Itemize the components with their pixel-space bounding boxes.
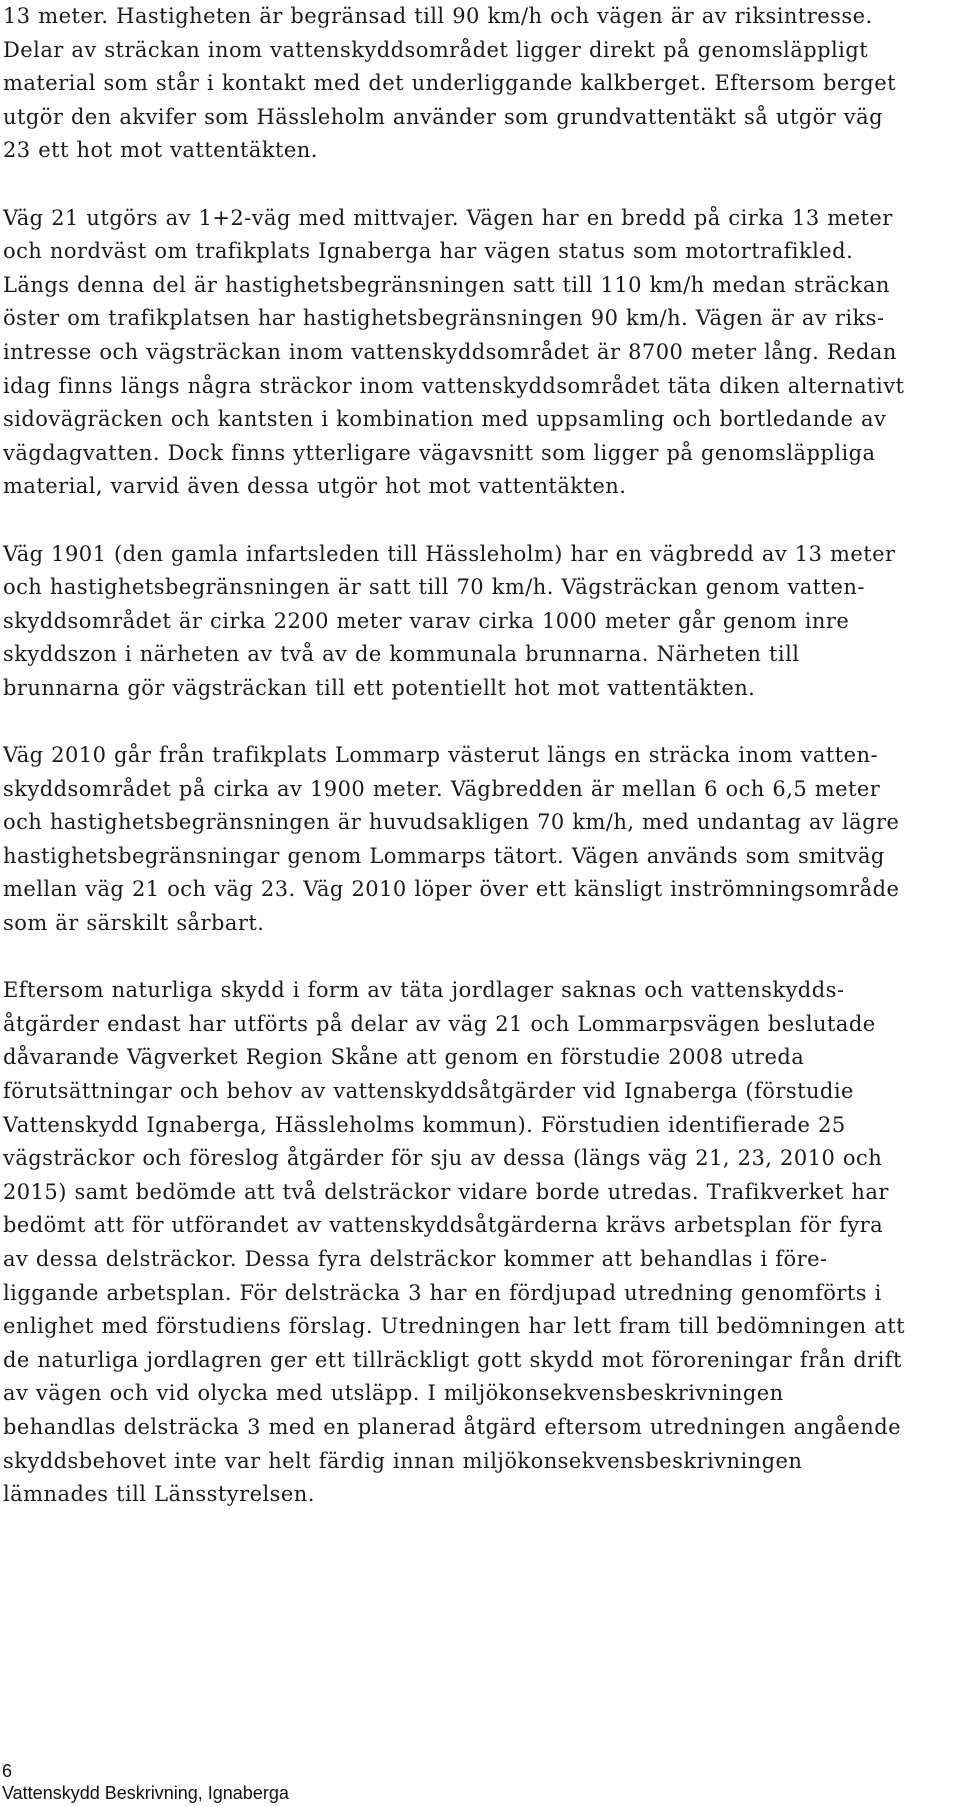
text-line: skyddszon i närheten av två av de kommunala brunnarna. Närheten till (3, 642, 800, 667)
text-line: lämnades till Länsstyrelsen. (3, 1482, 315, 1507)
text-line: Eftersom naturliga skydd i form av täta jordlager saknas och vattenskydds- (3, 978, 845, 1003)
text-line: av dessa delsträckor. Dessa fyra delsträckor kommer att behandlas i före- (3, 1246, 828, 1271)
text-line: behandlas delsträcka 3 med en planerad åtgärd eftersom utredningen angående (3, 1414, 902, 1439)
text-line: öster om trafikplatsen har hastighetsbegränsningen 90 km/h. Vägen är av riks- (3, 306, 885, 331)
paragraph-prestudy (0, 974, 960, 1512)
text-line: Delar av sträckan inom vattenskyddsområdet ligger direkt på genomsläppligt (3, 37, 869, 62)
text-line: brunnarna gör vägsträckan till ett potentiellt hot mot vattentäkten. (3, 675, 756, 700)
text-line: Väg 1901 (den gamla infartsleden till Hässleholm) har en vägbredd av 13 meter (3, 541, 896, 566)
text-line: liggande arbetsplan. För delsträcka 3 har en fördjupad utredning genomförts i (3, 1280, 882, 1305)
text-line: Väg 2010 går från trafikplats Lommarp västerut längs en sträcka inom vatten- (3, 743, 879, 768)
text-line: skyddsbehovet inte var helt färdig innan miljökonsekvensbeskrivningen (3, 1448, 803, 1473)
text-line: 13 meter. Hastigheten är begränsad till 90 km/h och vägen är av riksintresse. (3, 4, 873, 28)
text-line: bedömt att för utförandet av vattenskyddsåtgärderna krävs arbetsplan för fyra (3, 1213, 884, 1238)
text-line: utgör den akvifer som Hässleholm använder som grundvattentäkt så utgör väg (3, 104, 883, 129)
text-line: mellan väg 21 och väg 23. Väg 2010 löper över ett känsligt inströmningsområde (3, 877, 900, 902)
text-line: skyddsområdet är cirka 2200 meter varav cirka 1000 meter går genom inre (3, 608, 850, 633)
text-line: och nordväst om trafikplats Ignaberga har vägen status som motortrafikled. (3, 239, 854, 264)
text-line: material som står i kontakt med det underliggande kalkberget. Eftersom berget (3, 71, 896, 96)
text-line: enlighet med förstudiens förslag. Utredningen har lett fram till bedömningen att (3, 1314, 905, 1339)
text-line: vägsträckor och föreslog åtgärder för sju av dessa (längs väg 21, 23, 2010 och (3, 1146, 883, 1171)
page-number: 6 (2, 1761, 13, 1781)
text-line: hastighetsbegränsningar genom Lommarps tätort. Vägen används som smitväg (3, 843, 885, 868)
page-footer (2, 1760, 289, 1804)
text-line: sidovägräcken och kantsten i kombination med uppsamling och bortledande av (3, 407, 887, 432)
text-line: 23 ett hot mot vattentäkten. (3, 138, 318, 163)
text-line: Vattenskydd Ignaberga, Hässleholms kommun). Förstudien identifierade 25 (3, 1112, 846, 1137)
paragraph-road-1901 (0, 538, 960, 706)
paragraph-road-2010 (0, 739, 960, 941)
text-line: förutsättningar och behov av vattenskyddsåtgärder vid Ignaberga (förstudie (3, 1079, 854, 1103)
text-line: 2015) samt bedömde att två delsträckor vidare borde utredas. Trafikverket har (3, 1179, 889, 1204)
text-line: idag finns längs några sträckor inom vattenskyddsområdet täta diken alternativt (3, 373, 905, 398)
text-line: som är särskilt sårbart. (3, 911, 265, 936)
paragraph-road-23 (0, 0, 960, 168)
text-line: Längs denna del är hastighetsbegränsningen satt till 110 km/h medan sträckan (3, 272, 890, 297)
text-line: de naturliga jordlagren ger ett tillräckligt gott skydd mot föroreningar från drift (3, 1347, 902, 1372)
text-line: dåvarande Vägverket Region Skåne att genom en förstudie 2008 utreda (3, 1045, 805, 1070)
text-line: skyddsområdet på cirka av 1900 meter. Vägbredden är mellan 6 och 6,5 meter (3, 776, 881, 801)
text-line: åtgärder endast har utförts på delar av väg 21 och Lommarpsvägen beslutade (3, 1011, 876, 1036)
text-line: Väg 21 utgörs av 1+2-väg med mittvajer. Vägen har en bredd på cirka 13 meter (3, 205, 893, 230)
text-line: och hastighetsbegränsningen är huvudsakligen 70 km/h, med undantag av lägre (3, 810, 900, 835)
footer-title: Vattenskydd Beskrivning, Ignaberga (2, 1783, 289, 1803)
paragraph-road-21 (0, 202, 960, 504)
text-line: av vägen och vid olycka med utsläpp. I miljökonsekvensbeskrivningen (3, 1381, 784, 1406)
text-line: och hastighetsbegränsningen är satt till 70 km/h. Vägsträckan genom vatten- (3, 575, 865, 600)
text-line: vägdagvatten. Dock finns ytterligare vägavsnitt som ligger på genomsläppliga (3, 440, 876, 465)
text-line: intresse och vägsträckan inom vattenskyddsområdet är 8700 meter lång. Redan (3, 339, 897, 364)
text-line: material, varvid även dessa utgör hot mot vattentäkten. (3, 474, 627, 499)
